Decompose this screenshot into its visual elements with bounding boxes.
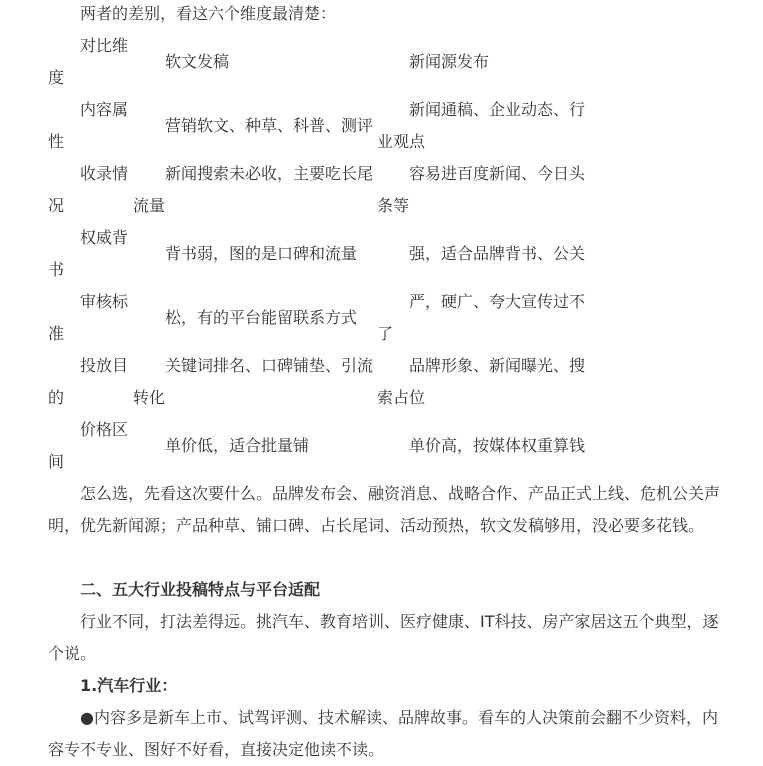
choose-paragraph: 怎么选，先看这次要什么。品牌发布会、融资消息、战略合作、产品正式上线、危机公关声明，优先新闻源；产品种草、铺口碑、占长尾词、活动预热，软文发稿够用，没必要多花钱。 [48,484,721,535]
softarticle-cell-wrap: 转化 [133,388,166,407]
dimension-cell-wrap: 书 [48,260,65,279]
dimension-cell: 对比维 [80,36,129,55]
softarticle-cell: 营销软文、种草、科普、测评 [165,116,374,135]
newssource-cell: 容易进百度新闻、今日头 [409,164,586,183]
dimension-cell-wrap: 准 [48,324,65,343]
intro-text: 两者的差别，看这六个维度最清楚： [80,4,337,23]
dimension-cell-wrap: 况 [48,196,65,215]
newssource-cell: 强，适合品牌背书、公关 [409,244,586,263]
softarticle-cell: 关键词排名、口碑铺垫、引流 [165,356,374,375]
section-heading: 二、五大行业投稿特点与平台适配 [80,580,321,599]
newssource-cell: 新闻通稿、企业动态、行 [409,100,586,119]
dimension-cell: 内容属 [80,100,129,119]
newssource-cell: 单价高，按媒体权重算钱 [409,436,586,455]
dimension-cell: 投放目 [80,356,129,375]
newssource-cell-wrap: 业观点 [377,132,426,151]
newssource-cell: 新闻源发布 [409,52,490,71]
newssource-cell-wrap: 条等 [377,196,410,215]
softarticle-cell: 松，有的平台能留联系方式 [165,308,358,327]
dimension-cell-wrap: 性 [48,132,65,151]
bullet-paragraph: ●内容多是新车上市、试驾评测、技术解读、品牌故事。看车的人决策前会翻不少资料，内容专不专业、图好不好看，直接决定他读不读。 [48,708,718,759]
softarticle-cell: 新闻搜索未必收，主要吃长尾 [165,164,374,183]
dimension-cell-wrap: 的 [48,388,65,407]
industry-paragraph: 行业不同，打法差得远。挑汽车、教育培训、医疗健康、IT科技、房产家居这五个典型，逐个说。 [48,612,719,663]
dimension-cell-wrap: 间 [48,452,65,471]
dimension-cell: 价格区 [80,420,129,439]
subsection-heading: 1.汽车行业： [80,676,178,695]
newssource-cell-wrap: 索占位 [377,388,426,407]
softarticle-cell: 单价低，适合批量铺 [165,436,310,455]
newssource-cell-wrap: 了 [377,324,394,343]
newssource-cell: 严，硬广、夸大宣传过不 [409,292,586,311]
dimension-cell: 审核标 [80,292,129,311]
softarticle-cell-wrap: 流量 [133,196,166,215]
dimension-cell-wrap: 度 [48,68,65,87]
softarticle-cell: 软文发稿 [165,52,230,71]
newssource-cell: 品牌形象、新闻曝光、搜 [409,356,586,375]
softarticle-cell: 背书弱，图的是口碑和流量 [165,244,358,263]
dimension-cell: 收录情 [80,164,129,183]
dimension-cell: 权威背 [80,228,129,247]
